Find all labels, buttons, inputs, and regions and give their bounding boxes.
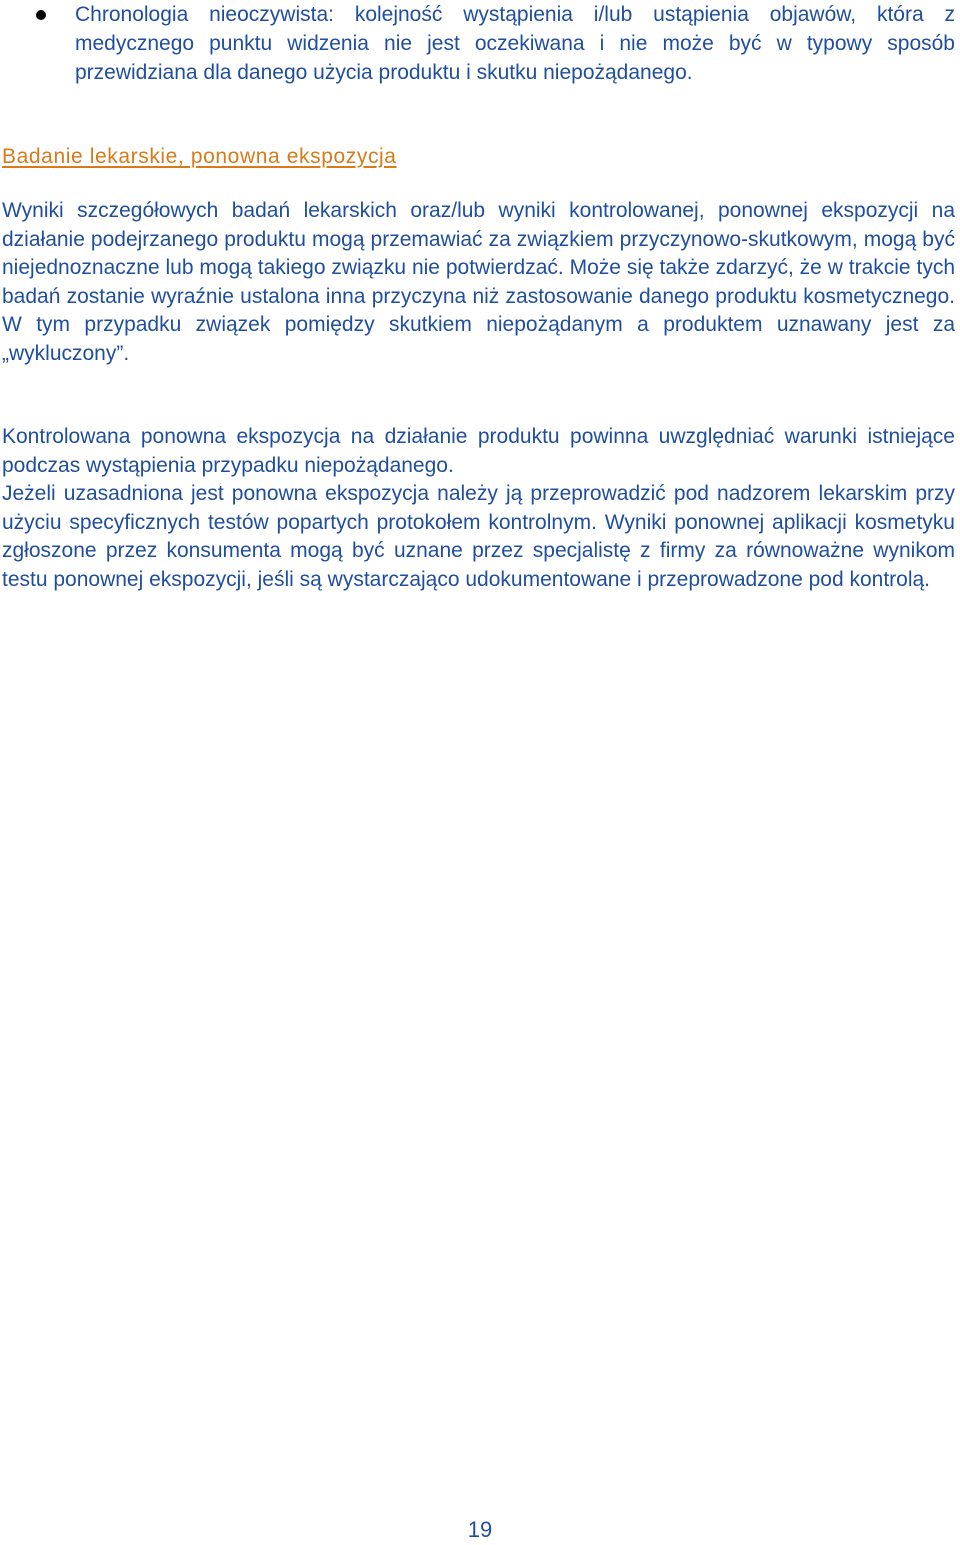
- paragraph-medical-examination: Wyniki szczegółowych badań lekarskich oraz/lub wyniki kontrolowanej, ponownej ekspozycji na działanie podejrzanego produktu mogą przemawiać za związkiem przyczynowo-skutkowym, mogą być niejednoznaczne lub mogą takiego związku nie potwierdzać. Może się także zdarzyć, że w trakcie tych badań zostanie wyraźnie ustalona inna przyczyna niż zastosowanie danego produktu kosmetycznego. W tym przypadku związek pomiędzy skutkiem niepożądanym a produktem uznawany jest za „wykluczony”.: [2, 199, 955, 365]
- paragraph-justified-reexposure: Jeżeli uzasadniona jest ponowna ekspozycja należy ją przeprowadzić pod nadzorem lekarskim przy użyciu specyficznych testów popartych protokołem kontrolnym. Wyniki ponownej aplikacji kosmetyku zgłoszone przez konsumenta mogą być uznane przez specjalistę z firmy za równoważne wynikom testu ponownej ekspozycji, jeśli są wystarczająco udokumentowane i przeprowadzone pod kontrolą.: [2, 482, 955, 591]
- paragraph-controlled-reexposure: Kontrolowana ponowna ekspozycja na działanie produktu powinna uwzględniać warunki istniejące podczas wystąpienia przypadku niepożądanego.: [2, 425, 955, 477]
- bullet-text: Chronologia nieoczywista: kolejność wystąpienia i/lub ustąpienia objawów, która z medycznego punktu widzenia nie jest oczekiwana i nie może być w typowy sposób przewidziana dla danego użycia produktu i skutku niepożądanego.: [75, 3, 955, 84]
- page-number: 19: [467, 1517, 493, 1542]
- bullet-dot-icon: [36, 10, 46, 20]
- section-heading: Badanie lekarskie, ponowna ekspozycja: [2, 145, 397, 168]
